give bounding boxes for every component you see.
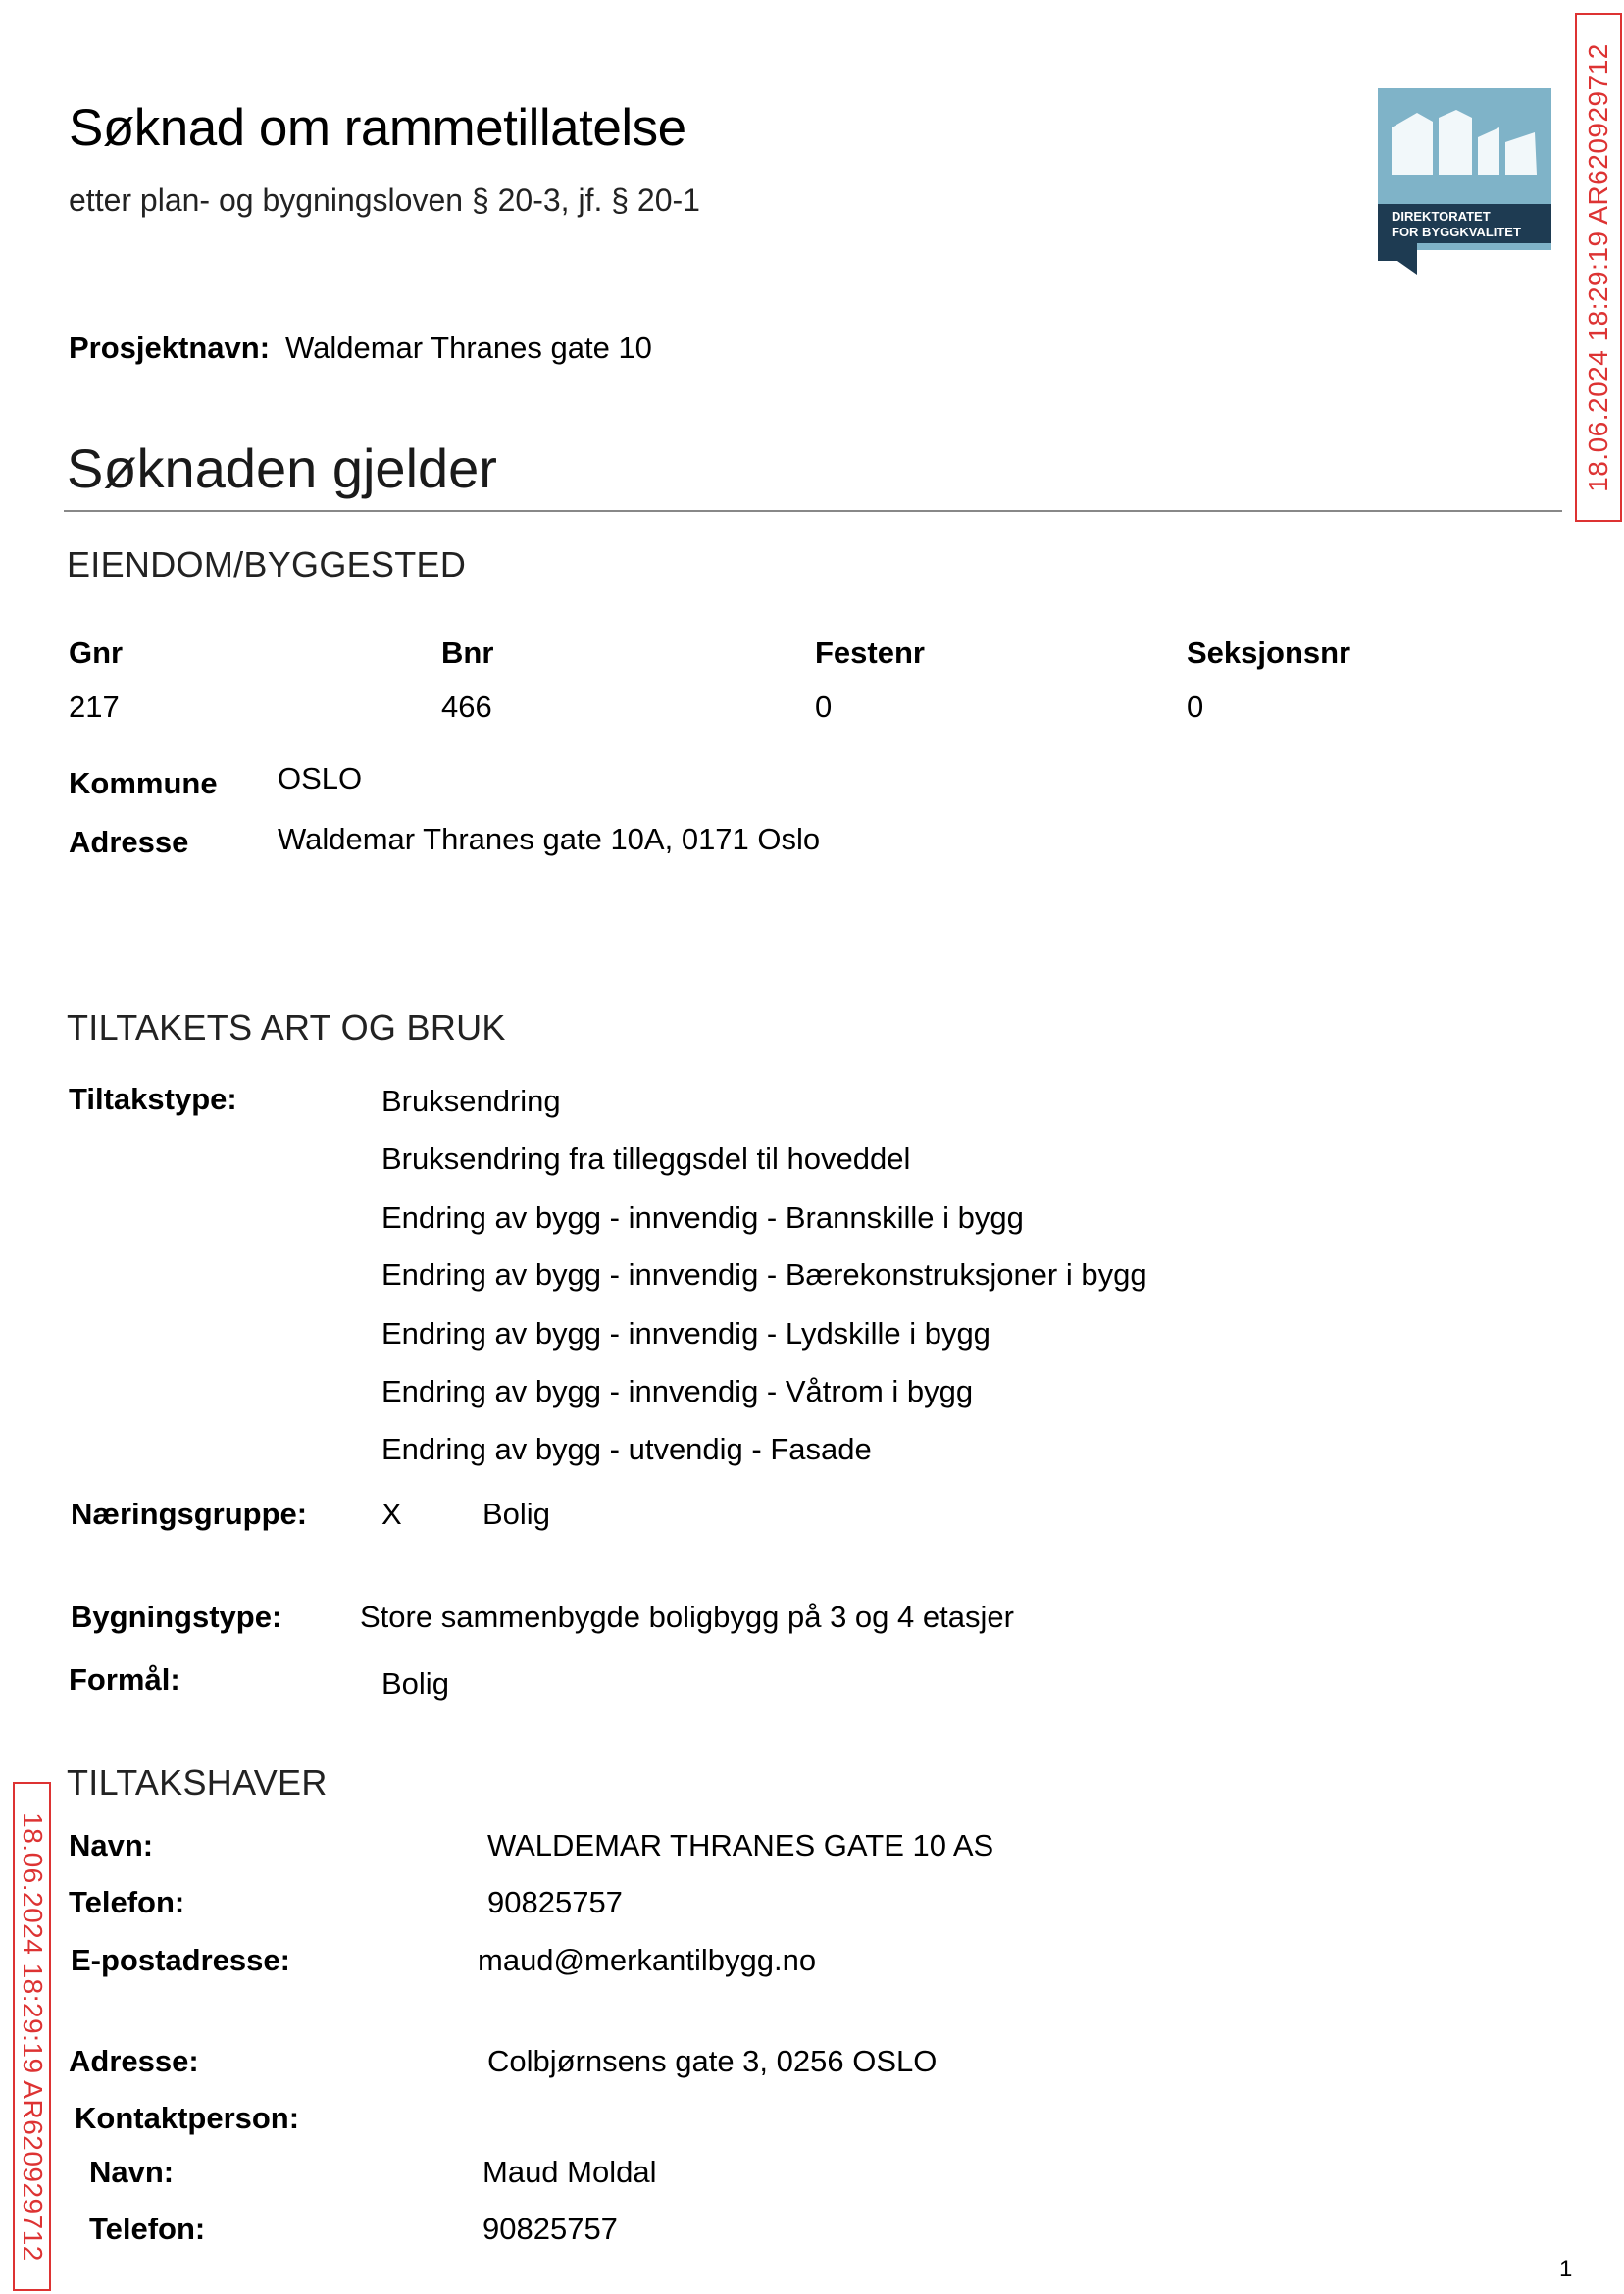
dibk-logo xyxy=(1378,88,1551,277)
telefon-label: Telefon: xyxy=(69,1885,185,1919)
tiltakstype-item: Bruksendring fra tilleggsdel til hoveddel xyxy=(381,1142,911,1176)
tiltakstype-item: Endring av bygg - innvendig - Våtrom i bygg xyxy=(381,1374,974,1408)
document-subtitle: etter plan- og bygningsloven § 20-3, jf. § 20-1 xyxy=(69,182,700,218)
section-title: Søknaden gjelder xyxy=(67,437,497,499)
tiltakstype-label: Tiltakstype: xyxy=(69,1082,237,1116)
formal-value: Bolig xyxy=(381,1666,449,1701)
bnr-value: 466 xyxy=(441,689,492,724)
epost-label: E-postadresse: xyxy=(71,1943,290,1977)
bnr-label: Bnr xyxy=(441,636,494,670)
tiltak-heading: TILTAKETS ART OG BRUK xyxy=(67,1007,506,1047)
naeringsgruppe-code: X xyxy=(381,1497,402,1531)
seksjonsnr-label: Seksjonsnr xyxy=(1187,636,1351,670)
navn-value: WALDEMAR THRANES GATE 10 AS xyxy=(487,1828,994,1862)
logo-line1: DIREKTORATET xyxy=(1392,209,1491,224)
kontakt-navn-value: Maud Moldal xyxy=(482,2155,657,2189)
gnr-value: 217 xyxy=(69,689,120,724)
timestamp-stamp-top xyxy=(1575,13,1622,522)
section-divider xyxy=(64,510,1562,512)
navn-label: Navn: xyxy=(69,1828,154,1862)
tiltakshaver-heading: TILTAKSHAVER xyxy=(67,1762,328,1803)
page-number: 1 xyxy=(1559,2256,1573,2282)
project-label: Prosjektnavn: xyxy=(69,331,271,365)
adresse-label: Adresse: xyxy=(69,2044,199,2078)
document-title: Søknad om rammetillatelse xyxy=(69,99,686,157)
logo-line2: FOR BYGGKVALITET xyxy=(1392,225,1521,239)
festenr-value: 0 xyxy=(815,689,833,724)
kontaktperson-label: Kontaktperson: xyxy=(75,2101,300,2135)
adresse-label: Adresse xyxy=(69,825,189,859)
bygningstype-value: Store sammenbygde boligbygg på 3 og 4 etasjer xyxy=(360,1600,1014,1634)
telefon-value: 90825757 xyxy=(487,1885,623,1919)
stamp-text: 18.06.2024 18:29:19 AR620929712 xyxy=(1583,42,1614,492)
kommune-label: Kommune xyxy=(69,766,218,800)
stamp-text: 18.06.2024 18:29:19 AR620929712 xyxy=(17,1811,48,2262)
tiltakstype-item: Endring av bygg - innvendig - Bærekonstruksjoner i bygg xyxy=(381,1257,1147,1292)
kontakt-navn-label: Navn: xyxy=(89,2155,175,2189)
festenr-label: Festenr xyxy=(815,636,925,670)
seksjonsnr-value: 0 xyxy=(1187,689,1204,724)
bygningstype-label: Bygningstype: xyxy=(71,1600,282,1634)
epost-value: maud@merkantilbygg.no xyxy=(478,1943,817,1977)
adresse-value: Colbjørnsens gate 3, 0256 OSLO xyxy=(487,2044,938,2078)
adresse-value: Waldemar Thranes gate 10A, 0171 Oslo xyxy=(278,822,821,856)
building-logo-icon xyxy=(1378,88,1551,277)
kommune-value: OSLO xyxy=(278,761,363,795)
tiltakstype-item: Bruksendring xyxy=(381,1084,561,1118)
formal-label: Formål: xyxy=(69,1662,180,1697)
project-value: Waldemar Thranes gate 10 xyxy=(285,331,652,365)
tiltakstype-item: Endring av bygg - innvendig - Lydskille i bygg xyxy=(381,1316,990,1351)
timestamp-stamp-left xyxy=(13,1782,51,2291)
kontakt-telefon-value: 90825757 xyxy=(482,2212,618,2246)
tiltakstype-item: Endring av bygg - utvendig - Fasade xyxy=(381,1432,872,1466)
naeringsgruppe-value: Bolig xyxy=(482,1497,550,1531)
naeringsgruppe-label: Næringsgruppe: xyxy=(71,1497,308,1531)
kontakt-telefon-label: Telefon: xyxy=(89,2212,206,2246)
tiltakstype-item: Endring av bygg - innvendig - Brannskille i bygg xyxy=(381,1200,1024,1235)
property-heading: EIENDOM/BYGGESTED xyxy=(67,544,467,585)
gnr-label: Gnr xyxy=(69,636,124,670)
